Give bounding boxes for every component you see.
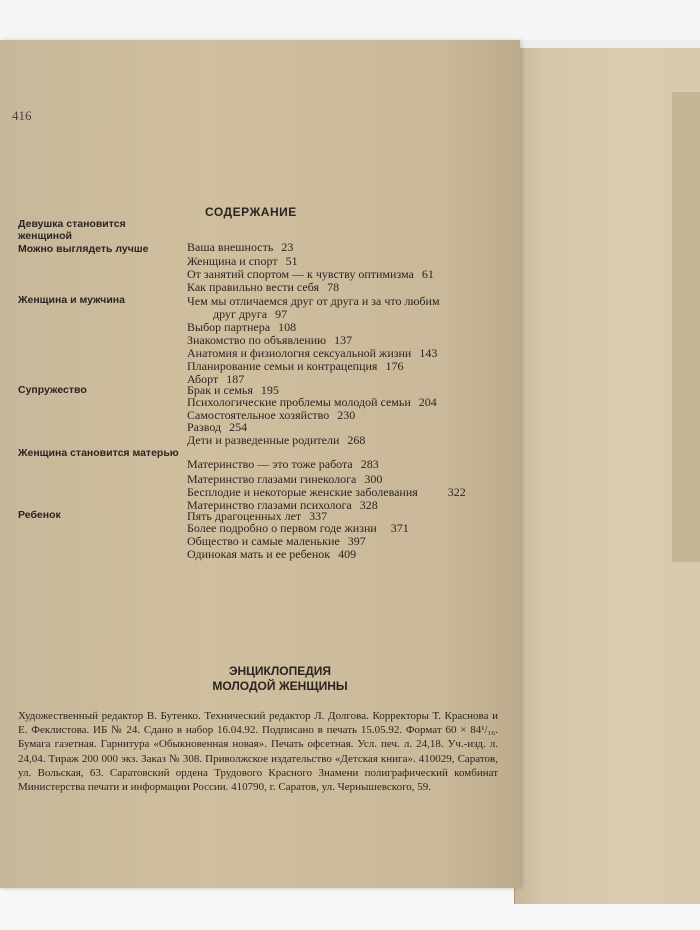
toc-entry-page: 268 — [347, 433, 366, 447]
toc-section: Можно выглядеть лучше — [18, 243, 149, 255]
toc-entry-page: 187 — [226, 372, 245, 386]
toc-entry-text: Более подробно о первом годе жизни — [187, 521, 377, 535]
toc-entry-text: Материнство глазами гинеколога — [187, 472, 357, 486]
toc-entry-text: Чем мы отличаемся друг от друга и за что любим — [187, 294, 440, 308]
toc-entry-page: 371 — [390, 521, 409, 535]
toc-entry-page: 137 — [334, 333, 353, 347]
toc-entry-page: 195 — [260, 383, 279, 397]
toc-entry-page: 61 — [421, 267, 434, 281]
toc-entry-text: Аборт — [187, 372, 219, 386]
toc-title: СОДЕРЖАНИЕ — [205, 205, 297, 219]
imprint-text: Художественный редактор В. Бутенко. Технический редактор Л. Долгова. Корректоры Т. Краснова и Е. Феклистова. ИБ № 24. Сдано в набор 16.04.92. Подписано в печать 15.05.92. Формат 60 × 84¹/₁₆. Бумага газетная. Гарнитура «Обыкновенная новая». Печать офсетная. Усл. печ. л. 24,18. Уч.-изд. л. 24,04. Тираж 200 000 экз. Заказ № 308. Приволжское издательство «Детская книга». 410029, Саратов, ул. Вольская, 63. Саратовский ордена Трудового Красного Знамени полиграфический комбинат Министерства печати и информации России. 410790, г. Саратов, ул. Чернышевского, 59. — [18, 710, 498, 794]
toc-entry-text: Женщина и спорт — [187, 254, 278, 268]
toc-entry-text: Материнство глазами психолога — [187, 498, 352, 512]
book-title-line: ЭНЦИКЛОПЕДИЯ — [228, 664, 332, 678]
toc-section: Ребенок — [18, 509, 61, 521]
toc-entry-page: 283 — [360, 457, 379, 471]
toc-entry-text: друг друга — [213, 307, 268, 321]
toc-section: Супружество — [18, 384, 87, 396]
page-number: 416 — [12, 108, 32, 123]
toc-entry-page: 23 — [281, 240, 294, 254]
background-top — [0, 0, 700, 40]
toc-entry — [187, 548, 356, 561]
toc-entry-text: Материнство — это тоже работа — [187, 457, 353, 471]
toc-entry-text: Общество и самые маленькие — [187, 534, 340, 548]
toc-entry-text: Знакомство по объявлению — [187, 333, 327, 347]
toc-entry-text: Анатомия и физиология сексуальной жизни — [187, 346, 412, 360]
toc-entry-text: Самостоятельное хозяйство — [187, 408, 330, 422]
toc-entry-text: Ваша внешность — [187, 240, 274, 254]
toc-entry-page: 97 — [275, 307, 288, 321]
book-title-line: МОЛОДОЙ ЖЕНЩИНЫ — [212, 679, 348, 693]
toc-entry-page: 300 — [364, 472, 383, 486]
toc-entry-text: Как правильно вести себя — [187, 280, 320, 294]
toc-entry-page: 409 — [338, 547, 357, 561]
toc-entry — [187, 434, 365, 447]
toc-entry-text: Бесплодие и некоторые женские заболевания — [187, 485, 418, 499]
toc-entry-text: Дети и разведенные родители — [187, 433, 340, 447]
toc-entry-page: 176 — [385, 359, 404, 373]
toc-entry-text: Одинокая мать и ее ребенок — [187, 547, 331, 561]
toc-entry-text: От занятий спортом — к чувству оптимизма — [187, 267, 414, 281]
toc-entry-text: Выбор партнера — [187, 320, 271, 334]
toc-entry-page: 143 — [419, 346, 438, 360]
toc-section: Девушка становится женщиной — [18, 218, 126, 242]
imprint-colophon — [18, 709, 498, 794]
toc-entry-page: 322 — [447, 485, 466, 499]
toc-entry — [187, 241, 293, 254]
toc-entry-text: Развод — [187, 420, 222, 434]
toc-entry-text: Психологические проблемы молодой семьи — [187, 395, 411, 409]
toc-section: Женщина и мужчина — [18, 294, 125, 306]
toc-entry-page: 51 — [285, 254, 298, 268]
toc-entry-page: 230 — [337, 408, 356, 422]
toc-section: Женщина становится матерью — [18, 447, 179, 459]
toc-entry — [187, 458, 379, 471]
toc-entry-page: 328 — [359, 498, 378, 512]
toc-entry-page: 78 — [327, 280, 340, 294]
toc-entry-page: 337 — [309, 509, 328, 523]
toc-entry — [187, 360, 403, 373]
toc-entry — [187, 281, 339, 294]
toc-entry-page: 254 — [229, 420, 248, 434]
facing-page-edge — [672, 92, 700, 562]
toc-entry-text: Пять драгоценных лет — [187, 509, 302, 523]
toc-entry-page: 108 — [278, 320, 297, 334]
toc-entry-page: 204 — [418, 395, 437, 409]
toc-entry-page: 397 — [347, 534, 366, 548]
toc-entry-text: Брак и семья — [187, 383, 253, 397]
toc-entry-text: Планирование семьи и контрацепция — [187, 359, 378, 373]
